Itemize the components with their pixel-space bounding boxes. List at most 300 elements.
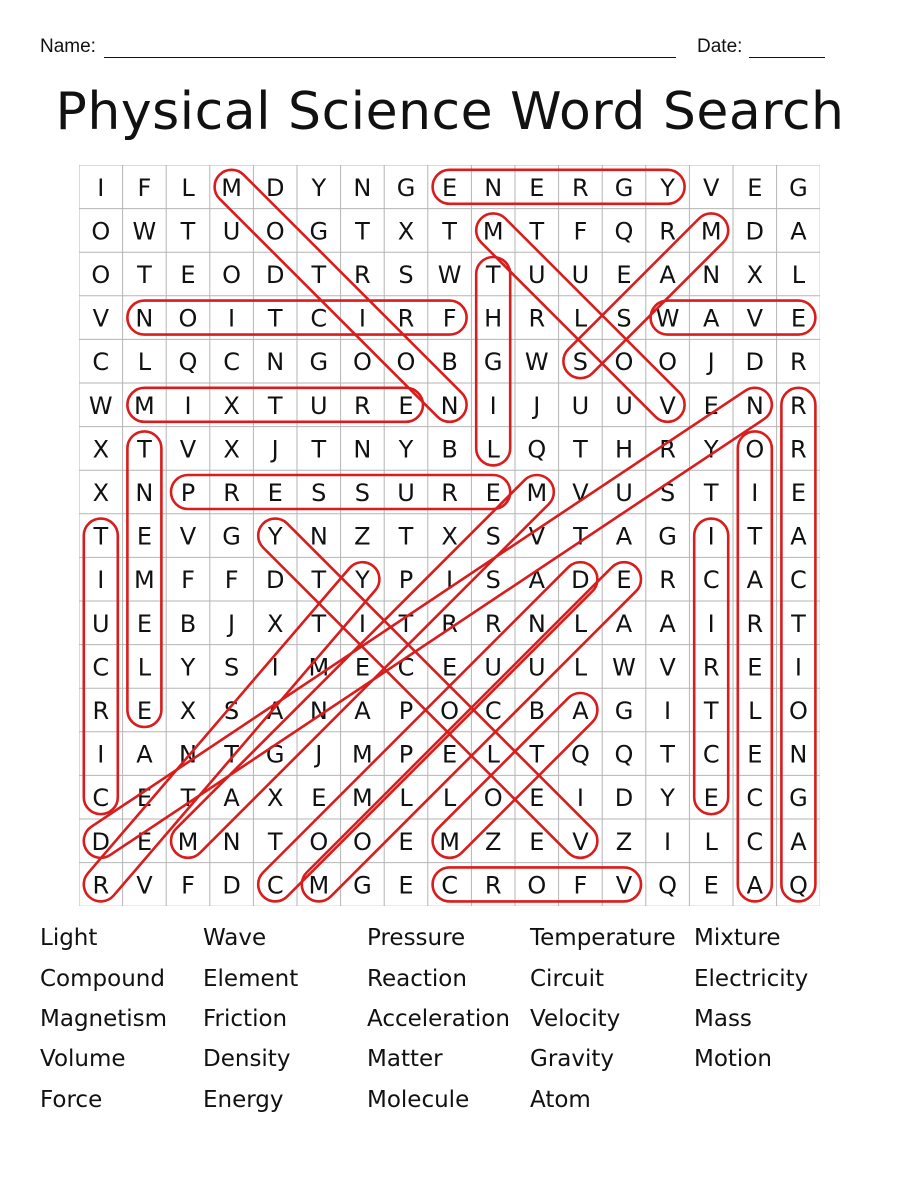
grid-letter: L bbox=[442, 784, 457, 813]
grid-letter: Y bbox=[398, 435, 414, 464]
grid-letter: Q bbox=[658, 871, 678, 900]
grid-letter: R bbox=[790, 435, 807, 464]
word-list-item: Reaction bbox=[367, 966, 467, 992]
word-list-item: Compound bbox=[40, 966, 165, 992]
grid-letter: P bbox=[398, 740, 414, 769]
header bbox=[40, 36, 830, 64]
grid-letter: W bbox=[88, 391, 113, 420]
word-list bbox=[40, 925, 880, 1145]
grid-letter: R bbox=[92, 871, 110, 900]
grid-letter: N bbox=[309, 522, 328, 551]
grid-letter: J bbox=[228, 609, 236, 638]
grid-letter: A bbox=[659, 609, 676, 638]
grid-letter: T bbox=[180, 784, 196, 813]
grid-letter: Q bbox=[614, 217, 634, 246]
grid-letter: A bbox=[615, 609, 633, 638]
grid-letter: U bbox=[615, 479, 633, 507]
grid-letter: E bbox=[790, 479, 806, 507]
grid-letter: E bbox=[703, 391, 719, 420]
grid-letter: T bbox=[529, 217, 545, 246]
grid-letter: U bbox=[571, 391, 590, 420]
grid-letter: M bbox=[134, 391, 155, 420]
grid-letter: W bbox=[655, 304, 680, 333]
grid-letter: X bbox=[223, 435, 240, 464]
grid-letter: M bbox=[526, 479, 548, 507]
grid-letter: J bbox=[271, 435, 279, 464]
grid-letter: T bbox=[137, 435, 152, 464]
grid-letter: T bbox=[93, 522, 109, 551]
grid-letter: D bbox=[745, 348, 765, 377]
grid-letter: R bbox=[484, 609, 502, 638]
grid-letter: A bbox=[528, 566, 546, 595]
grid-letter: A bbox=[615, 522, 633, 551]
grid-letter: D bbox=[745, 217, 765, 246]
grid-letter: T bbox=[267, 304, 283, 333]
grid-letter: X bbox=[746, 261, 764, 289]
grid-letter: E bbox=[529, 173, 545, 202]
grid-letter: S bbox=[616, 304, 632, 333]
word-list-item: Magnetism bbox=[40, 1006, 168, 1032]
grid-letter: I bbox=[97, 173, 105, 202]
word-list-item: Element bbox=[203, 966, 299, 992]
grid-letter: A bbox=[790, 827, 807, 856]
grid-letter: O bbox=[178, 304, 198, 333]
grid-letter: R bbox=[528, 304, 546, 333]
grid-letter: G bbox=[222, 522, 241, 551]
grid-letter: D bbox=[222, 871, 241, 900]
grid-letter: D bbox=[265, 566, 285, 595]
grid-letter: G bbox=[658, 522, 677, 551]
grid-letter: O bbox=[222, 261, 242, 289]
word-list-item: Density bbox=[203, 1046, 291, 1072]
word-list-item: Wave bbox=[203, 925, 267, 951]
grid-letter: G bbox=[265, 740, 285, 769]
grid-letter: L bbox=[486, 435, 500, 464]
date-field[interactable] bbox=[749, 57, 825, 58]
grid-letter: R bbox=[397, 304, 415, 333]
grid-letter: T bbox=[791, 609, 806, 638]
grid-letter: E bbox=[180, 261, 196, 289]
grid-letter: N bbox=[135, 479, 154, 507]
grid-letter: M bbox=[352, 740, 373, 769]
page-title: Physical Science Word Search bbox=[55, 82, 845, 142]
grid-letter: M bbox=[134, 566, 155, 595]
grid-letter: O bbox=[352, 827, 372, 856]
grid-letter: T bbox=[398, 609, 414, 638]
grid-letter: N bbox=[484, 173, 503, 202]
grid-letter: E bbox=[485, 479, 501, 507]
grid-letter: P bbox=[398, 697, 414, 725]
grid-letter: V bbox=[659, 653, 676, 682]
grid-letter: U bbox=[484, 653, 502, 682]
grid-letter: D bbox=[91, 827, 111, 856]
word-list-item: Circuit bbox=[530, 966, 605, 992]
grid-letter: I bbox=[358, 304, 366, 333]
grid-letter: C bbox=[702, 566, 720, 595]
grid-letter: T bbox=[267, 827, 283, 856]
grid-letter: D bbox=[265, 173, 285, 202]
grid-letter: C bbox=[92, 653, 110, 682]
grid-letter: V bbox=[615, 871, 633, 900]
grid-letter: N bbox=[353, 435, 372, 464]
grid-letter: L bbox=[486, 740, 500, 769]
grid-letter: V bbox=[136, 871, 153, 900]
grid-letter: V bbox=[659, 391, 676, 420]
grid-letter: E bbox=[616, 566, 632, 595]
grid-letter: M bbox=[308, 871, 330, 900]
grid-letter: R bbox=[790, 348, 807, 377]
grid-letter: R bbox=[790, 391, 807, 420]
grid-letter: D bbox=[614, 784, 634, 813]
grid-letter: C bbox=[223, 348, 240, 377]
grid-letter: Y bbox=[267, 522, 283, 551]
grid-letter: N bbox=[266, 348, 285, 377]
grid-letter: T bbox=[529, 740, 545, 769]
grid-letter: T bbox=[703, 697, 719, 725]
grid-letter: T bbox=[180, 217, 196, 246]
grid-letter: G bbox=[309, 348, 329, 377]
grid-letter: T bbox=[311, 609, 327, 638]
grid-letter: A bbox=[266, 697, 284, 725]
grid-letter: N bbox=[222, 827, 241, 856]
grid-letter: E bbox=[136, 827, 152, 856]
grid-letter: Q bbox=[527, 435, 547, 464]
grid-letter: T bbox=[573, 435, 588, 464]
grid-letter: N bbox=[440, 391, 459, 420]
grid-letter: R bbox=[223, 479, 240, 507]
grid-letter: E bbox=[136, 784, 152, 813]
grid-letter: V bbox=[702, 173, 720, 202]
grid-letter: O bbox=[658, 348, 678, 377]
word-list-item: Electricity bbox=[694, 966, 809, 992]
grid-letter: T bbox=[355, 217, 370, 246]
grid-letter: A bbox=[223, 784, 240, 813]
grid-letter: C bbox=[266, 871, 284, 900]
grid-letter: G bbox=[614, 697, 634, 725]
grid-letter: M bbox=[177, 827, 199, 856]
grid-letter: Y bbox=[703, 435, 719, 464]
grid-letter: E bbox=[703, 784, 719, 813]
grid-letter: M bbox=[482, 217, 504, 246]
grid-letter: T bbox=[573, 522, 588, 551]
grid-letter: T bbox=[747, 522, 763, 551]
grid-letter: O bbox=[91, 217, 111, 246]
grid-letter: E bbox=[442, 653, 458, 682]
grid-letter: C bbox=[397, 653, 415, 682]
grid-letter: G bbox=[789, 173, 808, 202]
grid-letter: W bbox=[437, 261, 462, 289]
grid-letter: I bbox=[794, 653, 802, 682]
name-field[interactable] bbox=[104, 57, 676, 58]
grid-letter: S bbox=[572, 348, 589, 377]
grid-letter: N bbox=[179, 740, 197, 769]
grid-letter: J bbox=[315, 740, 323, 769]
grid-letter: A bbox=[136, 740, 153, 769]
grid-letter: Y bbox=[660, 173, 675, 202]
grid-letter: G bbox=[396, 173, 416, 202]
grid-letter: T bbox=[485, 261, 501, 289]
grid-letter: S bbox=[398, 261, 414, 289]
grid-letter: T bbox=[311, 435, 327, 464]
grid-letter: I bbox=[707, 522, 715, 551]
word-list-item: Temperature bbox=[530, 925, 676, 951]
grid-letter: M bbox=[352, 784, 373, 813]
grid-letter: I bbox=[271, 653, 279, 682]
word-search-grid bbox=[79, 165, 820, 906]
grid-letter: X bbox=[92, 479, 110, 507]
word-list-item: Atom bbox=[530, 1087, 591, 1113]
grid-letter: J bbox=[533, 391, 541, 420]
grid-letter: T bbox=[442, 217, 457, 246]
grid-letter: X bbox=[266, 609, 284, 638]
grid-letter: V bbox=[572, 827, 589, 856]
grid-letter: E bbox=[616, 261, 632, 289]
grid-letter: R bbox=[441, 479, 458, 507]
grid-letter: L bbox=[137, 348, 152, 377]
grid-letter: X bbox=[179, 697, 197, 725]
grid-letter: E bbox=[442, 173, 458, 202]
grid-letter: S bbox=[485, 522, 501, 551]
grid-letter: U bbox=[92, 609, 110, 638]
grid-letter: E bbox=[136, 697, 152, 725]
grid-letter: F bbox=[573, 217, 588, 246]
grid-letter: D bbox=[265, 261, 285, 289]
grid-letter: A bbox=[702, 304, 720, 333]
grid-letter: T bbox=[398, 522, 414, 551]
grid-letter: Y bbox=[180, 653, 196, 682]
grid-letter: B bbox=[441, 435, 458, 464]
grid-letter: A bbox=[790, 522, 807, 551]
grid-letter: B bbox=[528, 697, 546, 725]
grid-letter: O bbox=[745, 435, 765, 464]
grid-letter: Q bbox=[178, 348, 198, 377]
word-list-item: Gravity bbox=[530, 1046, 615, 1072]
grid-letter: L bbox=[399, 784, 413, 813]
word-list-item: Velocity bbox=[530, 1006, 621, 1032]
grid-letter: T bbox=[311, 566, 327, 595]
grid-letter: G bbox=[789, 784, 808, 813]
grid-letter: R bbox=[659, 217, 676, 246]
grid-letter: C bbox=[441, 871, 458, 900]
grid-letter: U bbox=[397, 479, 415, 507]
grid-letter: G bbox=[614, 173, 634, 202]
grid-letter: O bbox=[614, 348, 634, 377]
grid-letter: R bbox=[354, 261, 371, 289]
grid-letter: F bbox=[224, 566, 239, 595]
grid-letter: L bbox=[573, 653, 588, 682]
grid-letter: M bbox=[221, 173, 242, 202]
grid-letter: E bbox=[442, 740, 458, 769]
grid-letter: W bbox=[132, 217, 157, 246]
grid-letter: R bbox=[484, 871, 502, 900]
grid-letter: R bbox=[441, 609, 458, 638]
grid-letter: E bbox=[136, 609, 152, 638]
grid-letter: E bbox=[703, 871, 719, 900]
grid-letter: O bbox=[265, 217, 285, 246]
grid-letter: U bbox=[310, 391, 328, 420]
grid-letter: G bbox=[353, 871, 372, 900]
word-list-item: Volume bbox=[40, 1046, 126, 1072]
word-list-item: Motion bbox=[694, 1046, 772, 1072]
grid-letter: O bbox=[396, 348, 416, 377]
word-list-item: Force bbox=[40, 1087, 103, 1113]
word-list-item: Mixture bbox=[694, 925, 781, 951]
grid-letter: X bbox=[223, 391, 240, 420]
grid-letter: B bbox=[179, 609, 197, 638]
grid-letter: I bbox=[576, 784, 584, 813]
grid-letter: U bbox=[222, 217, 241, 246]
grid-letter: O bbox=[527, 871, 547, 900]
grid-letter: G bbox=[309, 217, 329, 246]
grid-letter: I bbox=[707, 609, 715, 638]
grid-letter: Y bbox=[311, 173, 327, 202]
grid-letter: T bbox=[137, 261, 152, 289]
grid-letter: S bbox=[311, 479, 327, 507]
grid-letter: M bbox=[308, 653, 330, 682]
grid-letter: N bbox=[745, 391, 764, 420]
grid-letter: Z bbox=[484, 827, 502, 856]
grid-letter: C bbox=[92, 784, 110, 813]
grid-letter: R bbox=[354, 391, 371, 420]
grid-letter: I bbox=[97, 566, 105, 595]
grid-letter: E bbox=[398, 827, 414, 856]
grid-letter: X bbox=[441, 522, 458, 551]
grid-letter: A bbox=[659, 261, 676, 289]
grid-letter: T bbox=[311, 261, 327, 289]
grid-letter: P bbox=[398, 566, 414, 595]
grid-letter: Y bbox=[355, 566, 370, 595]
grid-letter: X bbox=[266, 784, 284, 813]
grid-letter: H bbox=[484, 304, 503, 333]
grid-letter: L bbox=[704, 827, 718, 856]
grid-letter: L bbox=[573, 609, 588, 638]
grid-letter: V bbox=[528, 522, 546, 551]
grid-letter: E bbox=[790, 304, 806, 333]
grid-letter: T bbox=[660, 740, 675, 769]
grid-letter: N bbox=[353, 173, 372, 202]
grid-letter: A bbox=[354, 697, 371, 725]
grid-letter: S bbox=[485, 566, 501, 595]
word-list-item: Matter bbox=[367, 1046, 443, 1072]
grid-letter: I bbox=[489, 391, 497, 420]
grid-letter: T bbox=[224, 740, 239, 769]
grid-letter: L bbox=[748, 697, 762, 725]
grid-letter: R bbox=[746, 609, 764, 638]
grid-letter: N bbox=[702, 261, 721, 289]
grid-letter: S bbox=[354, 479, 371, 507]
name-label: Name: bbox=[40, 36, 96, 57]
grid-letter: S bbox=[223, 697, 240, 725]
grid-letter: Z bbox=[615, 827, 633, 856]
grid-letter: R bbox=[572, 173, 589, 202]
grid-letter: O bbox=[788, 697, 808, 725]
grid-letter: E bbox=[354, 653, 370, 682]
grid-letter: O bbox=[440, 697, 460, 725]
grid-letter: L bbox=[181, 173, 195, 202]
grid-letter: T bbox=[703, 479, 719, 507]
grid-letter: E bbox=[529, 784, 545, 813]
grid-letter: Q bbox=[570, 740, 590, 769]
word-list-item: Pressure bbox=[367, 925, 466, 951]
grid-letter: N bbox=[135, 304, 154, 333]
grid-letter: A bbox=[746, 566, 764, 595]
grid-letter: A bbox=[746, 871, 764, 900]
grid-letter: A bbox=[572, 697, 589, 725]
grid-letter: E bbox=[267, 479, 283, 507]
grid-letter: D bbox=[571, 566, 590, 595]
grid-letter: F bbox=[181, 871, 195, 900]
word-list-item: Friction bbox=[203, 1006, 288, 1032]
grid-letter: L bbox=[137, 653, 152, 682]
grid-letter: N bbox=[309, 697, 328, 725]
grid-letter: I bbox=[664, 827, 672, 856]
grid-letter: O bbox=[352, 348, 372, 377]
grid-letter: F bbox=[442, 304, 457, 333]
grid-letter: T bbox=[267, 391, 283, 420]
grid-letter: E bbox=[398, 391, 414, 420]
grid-letter: S bbox=[659, 479, 676, 507]
grid-letter: V bbox=[746, 304, 764, 333]
grid-letter: Z bbox=[354, 522, 371, 551]
grid-letter: C bbox=[746, 827, 764, 856]
grid-letter: Y bbox=[660, 784, 675, 813]
grid-letter: U bbox=[615, 391, 633, 420]
grid-letter: R bbox=[702, 653, 720, 682]
grid-letter: Q bbox=[788, 871, 808, 900]
grid-letter: U bbox=[571, 261, 590, 289]
grid-letter: C bbox=[790, 566, 807, 595]
grid-letter: S bbox=[223, 653, 240, 682]
grid-letter: A bbox=[790, 217, 807, 246]
grid-letter: J bbox=[707, 348, 715, 377]
word-list-item: Light bbox=[40, 925, 98, 951]
word-list-item: Mass bbox=[694, 1006, 752, 1032]
grid-letter: P bbox=[180, 479, 196, 507]
grid-letter: O bbox=[91, 261, 111, 289]
grid-letter: E bbox=[398, 871, 414, 900]
grid-letter: B bbox=[441, 348, 458, 377]
grid-letter: C bbox=[702, 740, 720, 769]
word-list-item: Energy bbox=[203, 1087, 284, 1113]
grid-letter: L bbox=[791, 261, 806, 289]
grid-letter: U bbox=[528, 261, 546, 289]
grid-letter: L bbox=[573, 304, 588, 333]
grid-letter: F bbox=[573, 871, 588, 900]
grid-letter: F bbox=[137, 173, 152, 202]
grid-letter: E bbox=[747, 740, 763, 769]
grid-letter: V bbox=[179, 435, 197, 464]
grid-letter: F bbox=[181, 566, 195, 595]
grid-letter: V bbox=[572, 479, 589, 507]
grid-letter: I bbox=[228, 304, 236, 333]
grid-letter: C bbox=[310, 304, 328, 333]
grid-letter: R bbox=[92, 697, 110, 725]
grid-letter: H bbox=[614, 435, 634, 464]
grid-letter: E bbox=[747, 173, 763, 202]
grid-letter: G bbox=[483, 348, 503, 377]
word-list-item: Molecule bbox=[367, 1087, 470, 1113]
grid-letter: C bbox=[746, 784, 764, 813]
grid-letter: I bbox=[358, 609, 366, 638]
grid-letter: X bbox=[397, 217, 415, 246]
grid-letter: O bbox=[483, 784, 503, 813]
grid-letter: U bbox=[528, 653, 546, 682]
grid-letter: N bbox=[527, 609, 546, 638]
grid-letter: E bbox=[529, 827, 545, 856]
grid-letter: X bbox=[92, 435, 110, 464]
grid-letter: I bbox=[184, 391, 192, 420]
grid-letter: N bbox=[789, 740, 808, 769]
